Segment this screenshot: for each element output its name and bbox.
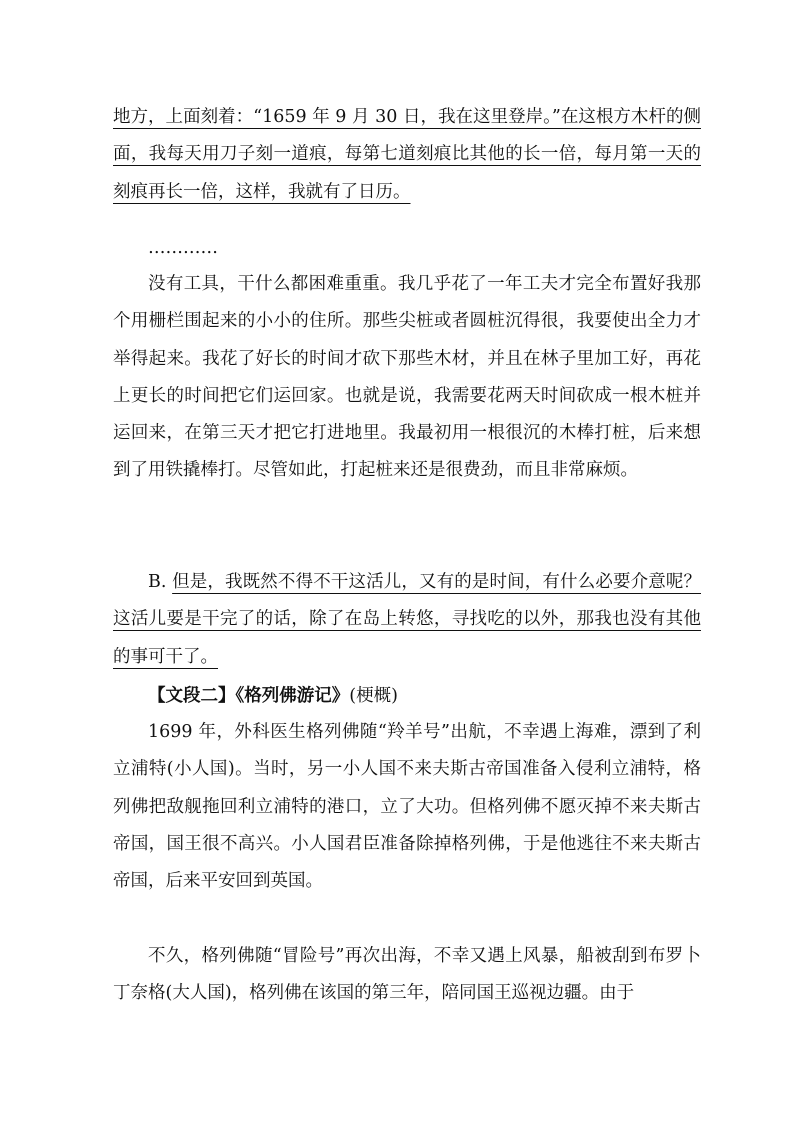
ellipsis-line: ………… <box>148 238 218 258</box>
passage-two-heading <box>113 678 701 715</box>
option-b-underlined-text: 但是，我既然不得不干这活儿，又有的是时间，有什么必要介意呢？这活儿要是干完了的话，除了在岛上转悠，寻找吃的以外，那我也没有其他的事可干了。 <box>113 572 701 667</box>
tools-paragraph: 没有工具，干什么都困难重重。我几乎花了一年工夫才完全布置好我那个用栅栏围起来的小小的住所。那些尖桩或者圆桩沉得很，我要使出全力才举得起来。我花了好长的时间才砍下那些木材，并且在林子里加工好，再花上更长的时间把它们运回家。也就是说，我需要花两天时间砍成一根木桩并运回来，在第三天才把它打进地里。我最初用一根很沉的木棒打桩，后来想到了用铁撬棒打。尽管如此，打起桩来还是很费劲，而且非常麻烦。 <box>113 274 701 481</box>
gulliver-summary-paragraph-2: 不久，格列佛随“冒险号”再次出海，不幸又遇上风暴，船被刮到布罗卜丁奈格(大人国)，格列佛在该国的第三年，陪同国王巡视边疆。由于 <box>113 946 701 1004</box>
underlined-opening-paragraph: 地方，上面刻着：“1659 年 9 月 30 日，我在这里登岸。”在这根方木杆的侧面，我每天用刀子刻一道痕，每第七道刻痕比其他的长一倍，每月第一天的刻痕再长一倍，这样，我就有了日历。 <box>113 107 701 202</box>
option-b-label: B. <box>148 572 167 592</box>
gulliver-summary-paragraph-1: 1699 年，外科医生格列佛随“羚羊号”出航，不幸遇上海难，漂到了利立浦特(小人国)。当时，另一小人国不来夫斯古帝国准备入侵利立浦特，格列佛把敌舰拖回利立浦特的港口，立了大功。但格列佛不愿灭掉不来夫斯古帝国，国王很不高兴。小人国君臣准备除掉格列佛，于是他逃往不来夫斯古帝国，后来平安回到英国。 <box>113 722 701 892</box>
option-b-paragraph <box>113 564 701 676</box>
passage-two-title: 【文段二】《格列佛游记》 <box>148 686 350 706</box>
passage-two-title-suffix: (梗概) <box>349 686 398 706</box>
